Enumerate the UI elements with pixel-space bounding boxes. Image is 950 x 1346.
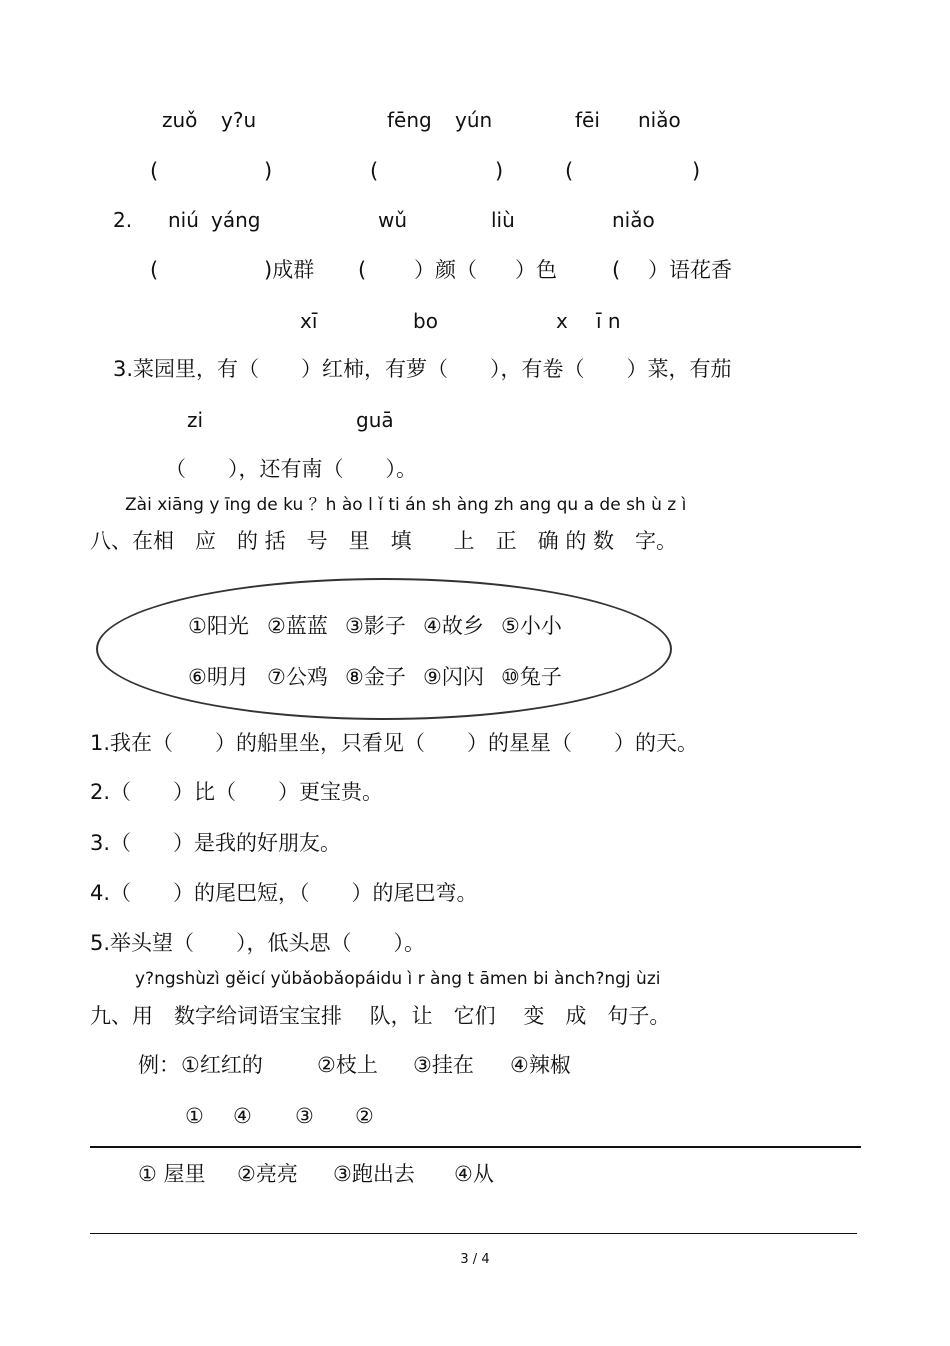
pinyin-liu: liù (491, 208, 515, 232)
pinyin-you: y?u (221, 108, 257, 132)
example-label: 例： (138, 1053, 180, 1077)
text-segment: ( (150, 258, 159, 282)
example-word: ③挂在 (413, 1053, 474, 1077)
option: ④故乡 (423, 614, 484, 638)
question: 4.（ ）的尾巴短，（ ）的尾巴弯。 (90, 881, 478, 905)
pinyin-x: x (556, 309, 568, 333)
pinyin-zuo: zuǒ (162, 108, 198, 132)
question: 1.我在（ ）的船里坐，只看见（ ）的星星（ ）的天。 (90, 731, 699, 755)
pinyin-yang: yáng (211, 208, 261, 232)
question-3-text: 3.菜园里，有（ ）红柿，有萝（ ），有卷（ ）菜，有茄 (113, 357, 732, 381)
option: ②蓝蓝 (267, 614, 328, 638)
option: ⑤小小 (501, 614, 562, 638)
blank-close: ) (264, 159, 273, 183)
footer-divider (90, 1233, 857, 1234)
example-word: ①红红的 (181, 1053, 263, 1077)
option: ①阳光 (188, 614, 249, 638)
pinyin-niao: niǎo (638, 108, 681, 132)
text-segment: ( (612, 258, 621, 282)
order-number: ① (185, 1104, 204, 1128)
pinyin-fei: fēi (575, 108, 600, 132)
question: 2.（ ）比（ ）更宝贵。 (90, 780, 384, 804)
section-9-pinyin: y?ngshùzì gěicí yǔbǎobǎopáidu ì r àng t āmen bi ànch?ngj ùzi (135, 969, 661, 989)
blank-open: ( (565, 159, 574, 183)
word: ③跑出去 (333, 1162, 415, 1186)
question: 3.（ ）是我的好朋友。 (90, 831, 342, 855)
pinyin-wu: wǔ (378, 208, 408, 232)
question-3-continued: （ ），还有南（ ）。 (165, 457, 417, 481)
option: ⑥明月 (188, 665, 249, 689)
text-segment: ( (358, 258, 367, 282)
text-segment: ）颜（ (414, 258, 477, 282)
word: ④从 (454, 1162, 494, 1186)
option: ⑧金子 (345, 665, 406, 689)
pinyin-bo: bo (413, 309, 438, 333)
section-8-pinyin: Zài xiāng y īng de ku ？h ào l ǐ ti án sh àng zh ang qu a de sh ù z ì (125, 495, 687, 515)
pinyin-yun: yún (455, 108, 493, 132)
text-segment: ）色 (515, 258, 557, 282)
option: ⑩兔子 (501, 665, 562, 689)
order-number: ② (355, 1104, 374, 1128)
question: 5.举头望（ ），低头思（ ）。 (90, 931, 426, 955)
pinyin-xi: xī (300, 309, 318, 333)
example-word: ④辣椒 (510, 1053, 571, 1077)
example-word: ②枝上 (317, 1053, 378, 1077)
pinyin-niao: niǎo (612, 208, 655, 232)
page-number: 3 / 4 (460, 1252, 490, 1267)
pinyin-in: ī n (596, 309, 621, 333)
order-number: ④ (233, 1104, 252, 1128)
order-number: ③ (295, 1104, 314, 1128)
section-8-heading: 八、在相 应 的 括 号 里 填 上 正 确 的 数 字。 (90, 529, 678, 553)
section-9-heading: 九、用 数字给词语宝宝排 队，让 它们 变 成 句子。 (90, 1004, 671, 1028)
answer-line (90, 1146, 861, 1148)
option: ③影子 (345, 614, 406, 638)
pinyin-niu: niú (168, 208, 199, 232)
option: ⑦公鸡 (267, 665, 328, 689)
blank-open: ( (370, 159, 379, 183)
pinyin-feng: fēng (387, 108, 432, 132)
question-number: 2. (113, 208, 133, 232)
pinyin-zi: zi (187, 408, 204, 432)
blank-close: ) (692, 159, 701, 183)
blank-open: ( (150, 159, 159, 183)
option: ⑨闪闪 (423, 665, 484, 689)
word: ① 屋里 (138, 1162, 206, 1186)
blank-close: ) (495, 159, 504, 183)
text-segment: ）语花香 (648, 258, 732, 282)
word: ②亮亮 (237, 1162, 298, 1186)
text-segment: )成群 (264, 258, 315, 282)
options-oval (96, 578, 672, 720)
pinyin-gua: guā (356, 408, 394, 432)
